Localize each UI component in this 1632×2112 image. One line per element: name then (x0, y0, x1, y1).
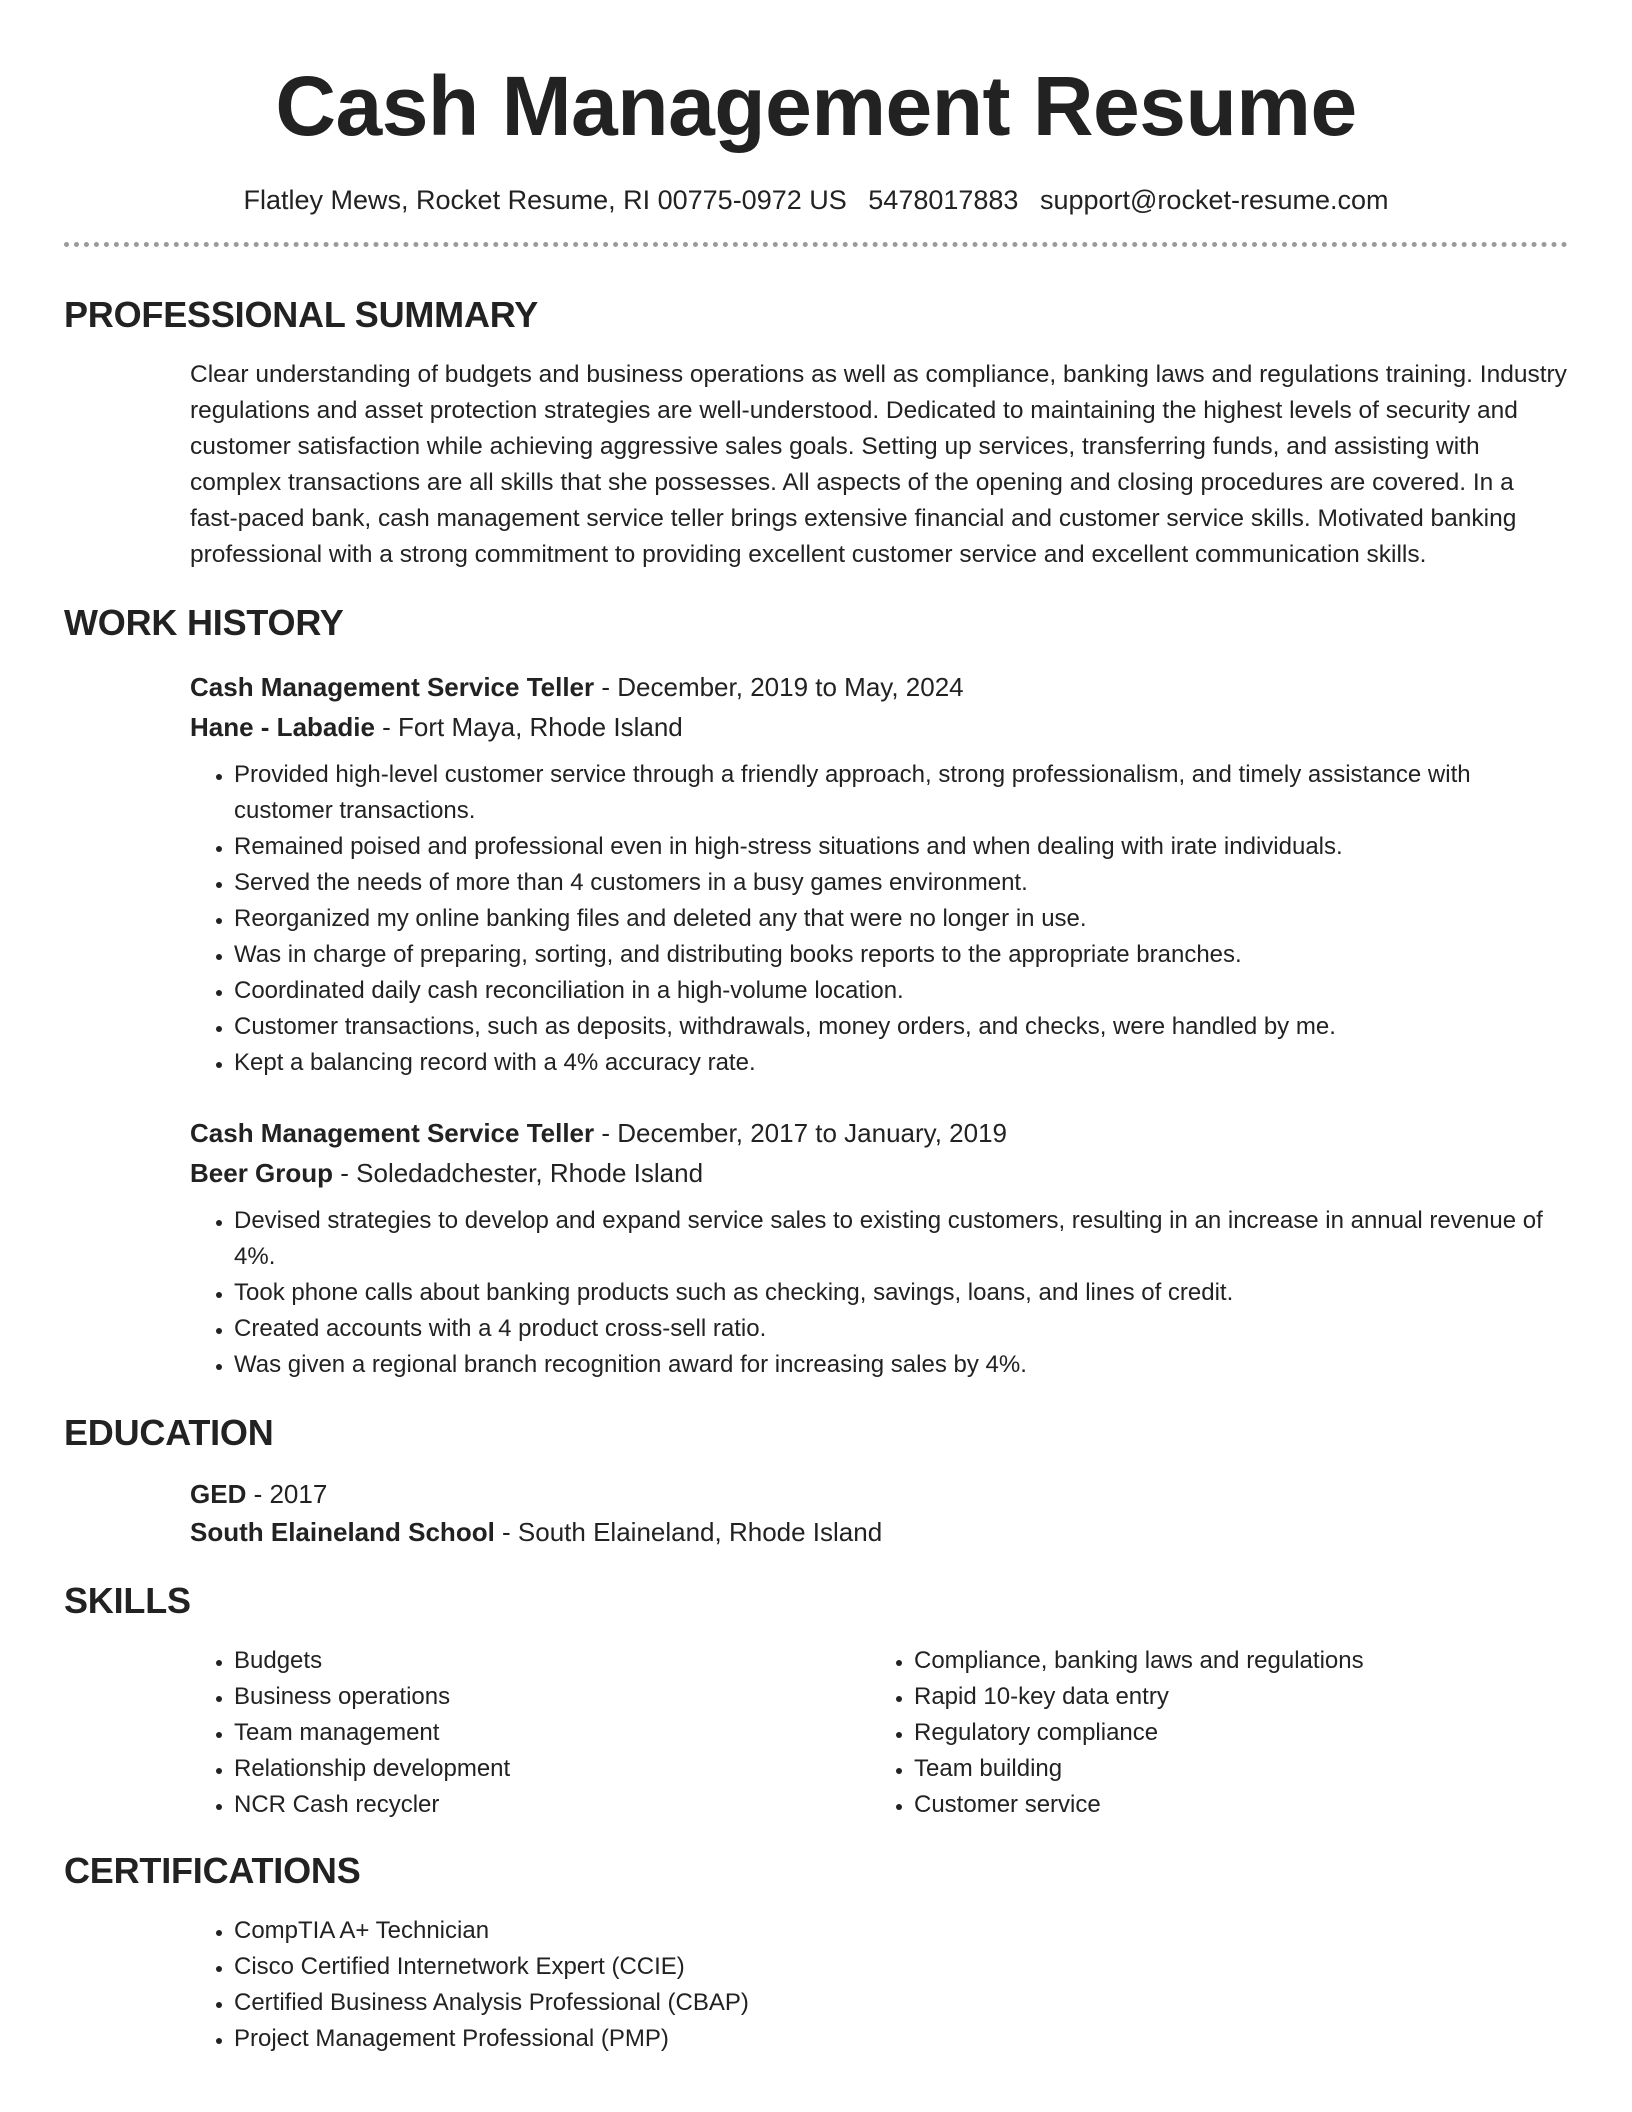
school-line (190, 1513, 1568, 1551)
list-item: • Regulatory compliance (914, 1715, 1550, 1751)
resume-page (64, 0, 1568, 2057)
summary-text: Clear understanding of budgets and business operations as well as compliance, banking laws and regulations training. Industry regulations and asset protection strategies are well-understood. Dedicated to maintaining the highest levels of security and customer satisfaction while achieving aggressive sales goals. Setting up services, transferring funds, and assisting with complex transactions are all skills that she possesses. All aspects of the opening and closing procedures are covered. In a fast-paced bank, cash management service teller brings extensive financial and customer service skills. Motivated banking professional with a strong commitment to providing excellent customer service and excellent communication skills. (190, 361, 1567, 568)
header-divider (64, 242, 1568, 247)
skills-column-right (870, 1643, 1550, 1823)
degree: GED (190, 1479, 247, 1509)
list-item: • Cisco Certified Internetwork Expert (CCIE) (234, 1949, 1568, 1985)
job-location: - Fort Maya, Rhode Island (374, 712, 683, 742)
list-item: • Coordinated daily cash reconciliation in a high-volume location. (234, 973, 1568, 1009)
job-location: - Soledadchester, Rhode Island (333, 1158, 704, 1188)
job-bullets (190, 757, 1568, 1081)
education-entry (190, 1475, 1568, 1551)
list-item: • Team building (914, 1751, 1550, 1787)
list-item: • Kept a balancing record with a 4% accuracy rate. (234, 1045, 1568, 1081)
work-history-heading: WORK HISTORY (64, 602, 344, 643)
job-position: Cash Management Service Teller (190, 672, 595, 702)
list-item: • Devised strategies to develop and expand service sales to existing customers, resulting in an increase in annual revenue of 4%. (234, 1203, 1568, 1275)
job-title-line (190, 667, 1568, 707)
job-position: Cash Management Service Teller (190, 1118, 595, 1148)
skills-left-list (190, 1643, 870, 1823)
graduation-year: - 2017 (246, 1479, 328, 1509)
list-item: • Relationship development (234, 1751, 870, 1787)
contact-phone: 5478017883 (868, 185, 1019, 215)
contact-line (64, 182, 1568, 218)
list-item: • Budgets (234, 1643, 870, 1679)
list-item: • Was given a regional branch recognition award for increasing sales by 4%. (234, 1347, 1568, 1383)
list-item: • Reorganized my online banking files and deleted any that were no longer in use. (234, 901, 1568, 937)
list-item: • Took phone calls about banking products such as checking, savings, loans, and lines of credit. (234, 1275, 1568, 1311)
job-company-line (190, 1153, 1568, 1193)
job-title-line (190, 1113, 1568, 1153)
job-company: Beer Group (190, 1158, 334, 1188)
contact-address: Flatley Mews, Rocket Resume, RI 00775-0972 US (243, 185, 847, 215)
certifications-list (190, 1913, 1568, 2057)
list-item: • Team management (234, 1715, 870, 1751)
list-item: • Rapid 10-key data entry (914, 1679, 1550, 1715)
education-heading: EDUCATION (64, 1412, 274, 1453)
list-item: • Certified Business Analysis Professional (CBAP) (234, 1985, 1568, 2021)
contact-email: support@rocket-resume.com (1039, 185, 1389, 215)
job-company: Hane - Labadie (190, 712, 375, 742)
skills-right-list (870, 1643, 1550, 1823)
list-item: • Was in charge of preparing, sorting, and distributing books reports to the appropriate branches. (234, 937, 1568, 973)
certifications-items (190, 1913, 1568, 2057)
list-item: • CompTIA A+ Technician (234, 1913, 1568, 1949)
job-dates: - December, 2017 to January, 2019 (594, 1118, 1008, 1148)
skills-list (190, 1643, 1568, 1823)
skills-column-left (190, 1643, 870, 1823)
list-item: • Customer service (914, 1787, 1550, 1823)
list-item: • Served the needs of more than 4 customers in a busy games environment. (234, 865, 1568, 901)
job-company-line (190, 707, 1568, 747)
list-item: • Remained poised and professional even in high-stress situations and when dealing with irate individuals. (234, 829, 1568, 865)
certifications-heading: CERTIFICATIONS (64, 1850, 361, 1891)
list-item: • Provided high-level customer service through a friendly approach, strong professionalism, and timely assistance with customer transactions. (234, 757, 1568, 829)
list-item: • Compliance, banking laws and regulations (914, 1643, 1550, 1679)
list-item: • Customer transactions, such as deposits, withdrawals, money orders, and checks, were handled by me. (234, 1009, 1568, 1045)
list-item: • Business operations (234, 1679, 870, 1715)
resume-title: Cash Management Resume (275, 59, 1357, 153)
job-dates: - December, 2019 to May, 2024 (594, 672, 964, 702)
list-item: • Project Management Professional (PMP) (234, 2021, 1568, 2057)
job-entry (190, 667, 1568, 1081)
list-item: • Created accounts with a 4 product cross-sell ratio. (234, 1311, 1568, 1347)
school-name: South Elaineland School (190, 1517, 495, 1547)
list-item: • NCR Cash recycler (234, 1787, 870, 1823)
job-bullets (190, 1203, 1568, 1383)
job-entry (190, 1113, 1568, 1383)
school-location: - South Elaineland, Rhode Island (494, 1517, 883, 1547)
degree-line (190, 1475, 1568, 1513)
skills-heading: SKILLS (64, 1580, 191, 1621)
summary-heading: PROFESSIONAL SUMMARY (64, 294, 539, 335)
